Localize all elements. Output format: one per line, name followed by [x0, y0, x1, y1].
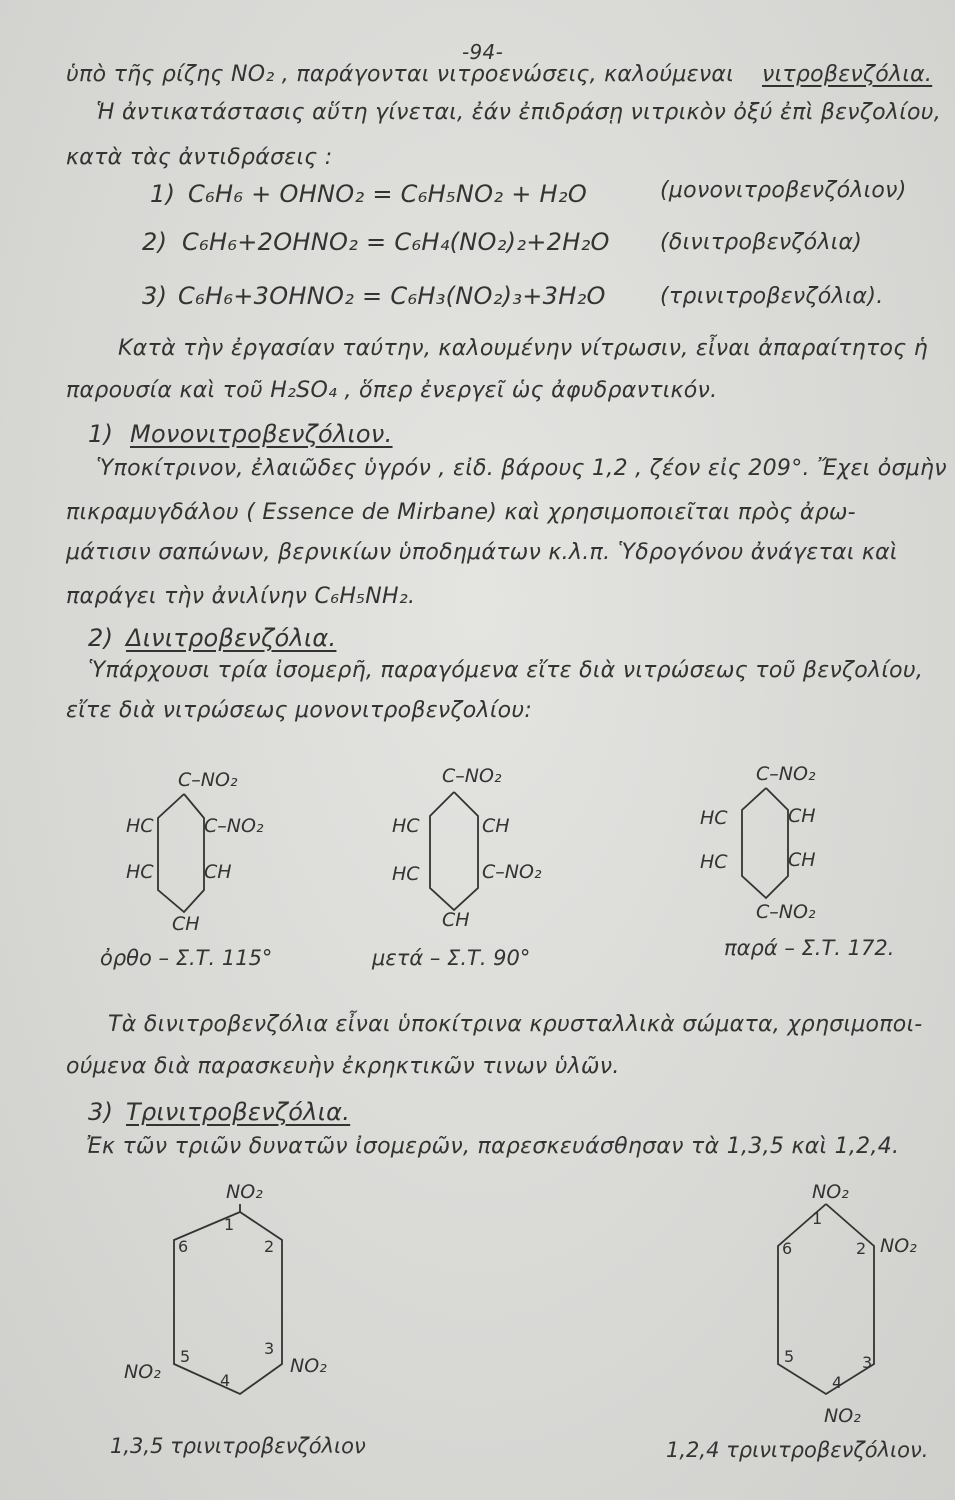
reaction-2-equation: C₆H₆+2OHNO₂ = C₆H₄(NO₂)₂+2H₂O [182, 228, 610, 256]
tnb124-pos-1: 1 [812, 1209, 823, 1228]
meta-dinitrobenzene-structure [390, 760, 630, 960]
tnb124-pos-4: 4 [832, 1373, 843, 1392]
reaction-3-name: (τρινιτροβενζόλια). [660, 284, 884, 309]
tnb124-pos-3: 3 [862, 1353, 873, 1372]
para-lower-right-group: CH [788, 849, 816, 871]
section-1-number: 1) [88, 420, 114, 448]
reaction-1-equation: C₆H₆ + OHNO₂ = C₆H₅NO₂ + H₂O [188, 180, 588, 208]
tnb124-pos-6: 6 [782, 1239, 793, 1258]
section-2-number: 2) [88, 624, 114, 652]
meta-upper-left-group: HC [392, 815, 420, 837]
reaction-3-equation: C₆H₆+3OHNO₂ = C₆H₃(NO₂)₃+3H₂O [178, 282, 606, 310]
section-1-line-4: παράγει τὴν ἀνιλίνην C₆H₅NH₂. [66, 584, 416, 609]
section-1-line-2: πικραμυγδάλου ( Essence de Mirbane) καὶ χρησιμοποιεῖται πρὸς ἀρω- [66, 500, 856, 525]
para-dinitrobenzene-structure [690, 758, 930, 958]
intro-line-1: ὑπὸ τῆς ρίζης NO₂ , παράγονται νιτροενώσεις, καλούμεναι [66, 62, 734, 87]
page-number: -94- [462, 40, 504, 64]
paragraph-1-line-1: Κατὰ τὴν ἐργασίαν ταύτην, καλουμένην νίτρωσιν, εἶναι ἀπαραίτητος ἡ [118, 336, 929, 361]
tnb124-bottom-no2: NO₂ [824, 1405, 861, 1427]
ortho-caption: ὀρθο – Σ.Τ. 115° [100, 946, 273, 970]
paragraph-2-line-2: ούμενα διὰ παρασκευὴν ἐκρηκτικῶν τινων ὑλῶν. [66, 1054, 620, 1079]
section-2-line-1: Ὑπάρχουσι τρία ἰσομερῆ, παραγόμενα εἴτε διὰ νιτρώσεως τοῦ βενζολίου, [88, 658, 924, 683]
ortho-dinitrobenzene-structure [100, 760, 340, 960]
para-upper-left-group: HC [700, 807, 728, 829]
meta-lower-left-group: HC [392, 863, 420, 885]
meta-lower-right-group: C–NO₂ [482, 861, 542, 883]
section-2-line-2: εἴτε διὰ νιτρώσεως μονονιτροβενζολίου: [66, 698, 533, 723]
section-1-heading: Μονονιτροβενζόλιον. [130, 420, 393, 448]
tnb124-caption: 1,2,4 τρινιτροβενζόλιον. [666, 1438, 929, 1462]
tnb124-pos-5: 5 [784, 1347, 795, 1366]
reaction-3-number: 3) [142, 282, 168, 310]
ortho-top-group: C–NO₂ [178, 769, 238, 791]
ortho-upper-left-group: HC [126, 815, 154, 837]
para-lower-left-group: HC [700, 851, 728, 873]
section-3-heading: Τρινιτροβενζόλια. [126, 1098, 351, 1126]
ortho-lower-left-group: HC [126, 861, 154, 883]
tnb135-left-no2: NO₂ [124, 1361, 161, 1383]
section-3-number: 3) [88, 1098, 114, 1126]
trinitrobenzene-124-structure [740, 1172, 950, 1432]
paragraph-1-line-2: παρουσία καὶ τοῦ H₂SO₄ , ὅπερ ἐνεργεῖ ὡς ἀφυδραντικόν. [66, 378, 718, 403]
ortho-upper-right-group: C–NO₂ [204, 815, 264, 837]
tnb124-top-no2: NO₂ [812, 1181, 849, 1203]
intro-term-nitrobenzenes: νιτροβενζόλια. [762, 62, 933, 87]
tnb135-pos-3: 3 [264, 1339, 275, 1358]
reaction-2-number: 2) [142, 228, 168, 256]
reaction-1-name: (μονονιτροβενζόλιον) [660, 178, 907, 203]
trinitrobenzene-135-structure [110, 1172, 370, 1412]
tnb124-right-no2: NO₂ [880, 1235, 917, 1257]
ortho-bottom-group: CH [172, 913, 200, 935]
ortho-ring [158, 794, 204, 912]
reaction-1-number: 1) [150, 180, 176, 208]
tnb135-top-no2: NO₂ [226, 1181, 263, 1203]
meta-upper-right-group: CH [482, 815, 510, 837]
section-1-line-1: Ὑποκίτρινον, ἐλαιῶδες ὑγρόν , εἰδ. βάρους 1,2 , ζέον εἰς 209°. Ἔχει ὀσμὴν [96, 456, 947, 481]
para-caption: παρά – Σ.Τ. 172. [724, 936, 895, 960]
intro-line-2: Ἡ ἀντικατάστασις αὕτη γίνεται, ἐάν ἐπιδράσῃ νιτρικὸν ὀξύ ἐπὶ βενζολίου, [96, 100, 942, 125]
tnb135-pos-1: 1 [224, 1215, 235, 1234]
tnb135-pos-4: 4 [220, 1371, 231, 1390]
tnb135-caption: 1,3,5 τρινιτροβενζόλιον [110, 1434, 366, 1458]
meta-caption: μετά – Σ.Τ. 90° [372, 946, 531, 970]
tnb135-right-no2: NO₂ [290, 1355, 327, 1377]
meta-ring [430, 792, 478, 910]
tnb135-pos-5: 5 [180, 1347, 191, 1366]
meta-bottom-group: CH [442, 909, 470, 931]
paragraph-2-line-1: Τὰ δινιτροβενζόλια εἶναι ὑποκίτρινα κρυσταλλικὰ σώματα, χρησιμοποι- [108, 1012, 923, 1037]
section-2-heading: Δινιτροβενζόλια. [126, 624, 337, 652]
tnb124-pos-2: 2 [856, 1239, 867, 1258]
tnb135-pos-6: 6 [178, 1237, 189, 1256]
para-bottom-group: C–NO₂ [756, 901, 816, 923]
reaction-2-name: (δινιτροβενζόλια) [660, 230, 863, 255]
meta-top-group: C–NO₂ [442, 765, 502, 787]
para-top-group: C–NO₂ [756, 763, 816, 785]
ortho-lower-right-group: CH [204, 861, 232, 883]
section-1-line-3: μάτισιν σαπώνων, βερνικίων ὑποδημάτων κ.λ.π. Ὑδρογόνου ἀνάγεται καὶ [66, 540, 898, 565]
para-upper-right-group: CH [788, 805, 816, 827]
para-ring [742, 788, 788, 898]
section-3-line-1: Ἐκ τῶν τριῶν δυνατῶν ἰσομερῶν, παρεσκευάσθησαν τὰ 1,3,5 καὶ 1,2,4. [86, 1134, 900, 1159]
intro-line-3: κατὰ τὰς ἀντιδράσεις : [66, 145, 333, 170]
tnb135-pos-2: 2 [264, 1237, 275, 1256]
